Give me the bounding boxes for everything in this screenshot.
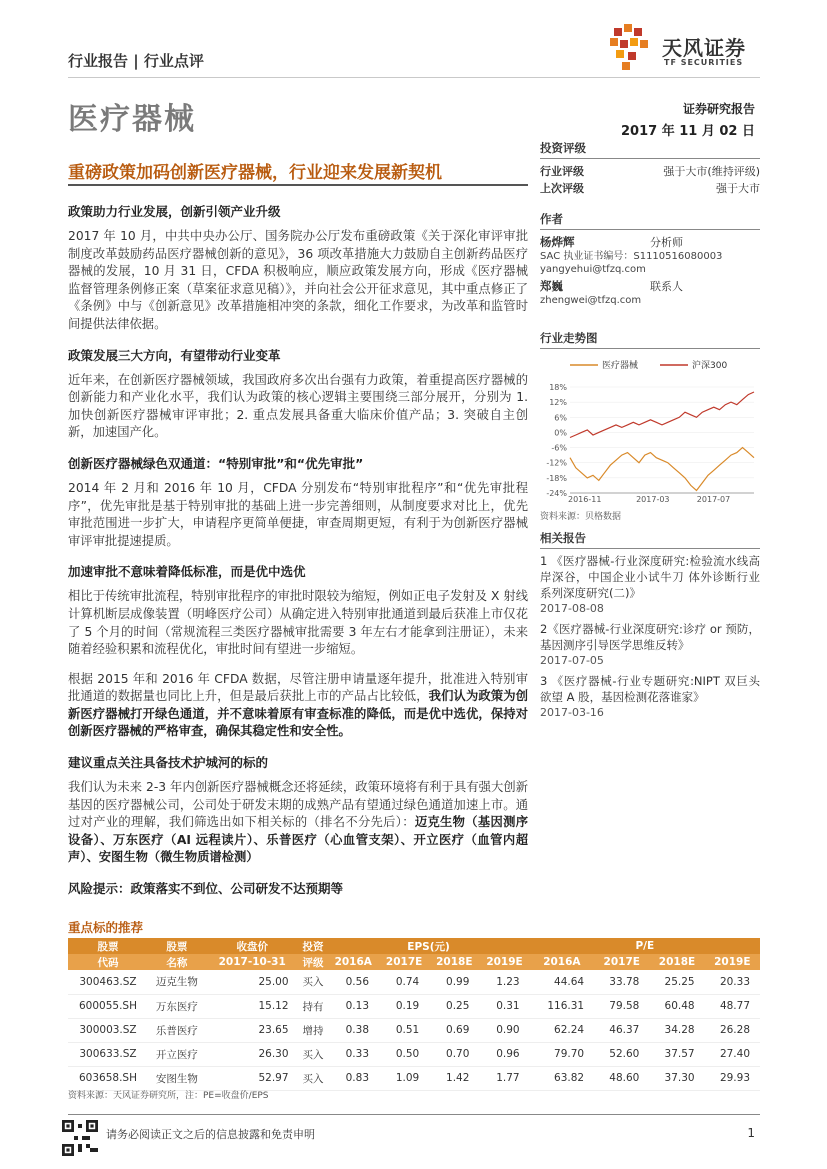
table-subheader: 代码 — [68, 954, 148, 970]
table-cell: 1.09 — [379, 1066, 429, 1090]
title-divider — [68, 184, 528, 186]
y-tick-label: 18% — [549, 383, 567, 392]
table-cell: 62.24 — [530, 1018, 594, 1042]
related-item-text[interactable]: 2《医疗器械-行业深度研究:诊疗 or 预防，基因测序引导医学思维反转》 — [540, 622, 760, 652]
table-cell: 乐普医疗 — [148, 1018, 206, 1042]
table-cell: 万东医疗 — [148, 994, 206, 1018]
table-cell: 33.78 — [594, 970, 649, 994]
table-header: 股票 — [68, 938, 148, 954]
footer-divider — [68, 1114, 760, 1115]
table-cell: 0.33 — [327, 1042, 379, 1066]
table-cell: 买入 — [299, 970, 328, 994]
table-title: 重点标的推荐 — [68, 920, 144, 935]
rating-title: 投资评级 — [540, 140, 760, 159]
section-head: 政策发展三大方向，有望带动行业变革 — [68, 347, 281, 363]
table-cell: 0.56 — [327, 970, 379, 994]
table-subheader: 2019E — [705, 954, 760, 970]
paragraph: 2017 年 10 月，中共中央办公厅、国务院办公厅发布重磅政策《关于深化审评审批制度改革鼓励药品医疗器械创新的意见》，36 项改革措施大力鼓励自主创新药品医疗器械的发展，10 月 31 日，CFDA 积极响应，顺应政策发展方向，形成《医疗器械监督管理条例修正案（草案征求意见稿）》，并向社会公开征求意见，其中重点修正了《条例》中与《创新意见》改革措施相冲突的条款，细化工作要求，为改革和监管时间提供法律依据。 — [68, 229, 528, 331]
author-2 — [540, 278, 760, 307]
table-cell: 34.28 — [649, 1018, 704, 1042]
y-tick-label: -6% — [551, 443, 567, 453]
tf-securities-logo — [606, 22, 766, 72]
table-cell: 0.90 — [479, 1018, 529, 1042]
related-item-text[interactable]: 1 《医疗器械-行业深度研究:检验流水线高岸深谷，中国企业小试牛刀 体外诊断行业系列深度研究(二)》 — [540, 554, 760, 600]
author-email[interactable]: zhengwei@tfzq.com — [540, 295, 642, 306]
table-header: EPS(元) — [327, 938, 529, 954]
author-sac: SAC 执业证书编号：S1110516080003 — [540, 251, 723, 262]
table-cell: 23.65 — [206, 1018, 299, 1042]
section-recommend — [68, 753, 528, 897]
report-category: 行业报告 | 行业点评 — [68, 52, 204, 70]
table-subheader: 2017E — [594, 954, 649, 970]
related-item[interactable] — [540, 553, 760, 617]
section-head: 创新医疗器械绿色双通道：“特别审批”和“优先审批” — [68, 455, 364, 471]
table-cell: 1.77 — [479, 1066, 529, 1090]
qr-code-icon[interactable] — [62, 1120, 98, 1156]
logo-mark-icon — [606, 22, 660, 72]
table-header: 股票 — [148, 938, 206, 954]
table-cell: 603658.SH — [68, 1066, 148, 1090]
header-divider — [68, 77, 760, 78]
table-subheader: 2016A — [327, 954, 379, 970]
table-cell: 300463.SZ — [68, 970, 148, 994]
table-cell: 0.70 — [429, 1042, 479, 1066]
y-tick-label: -12% — [546, 458, 567, 468]
table-cell: 60.48 — [649, 994, 704, 1018]
table-cell: 0.96 — [479, 1042, 529, 1066]
table-head-row-1 — [68, 938, 760, 954]
table-cell: 79.70 — [530, 1042, 594, 1066]
table-cell: 46.37 — [594, 1018, 649, 1042]
table-cell: 29.93 — [705, 1066, 760, 1090]
paragraph-emphasis: 我们认为政策为创新医疗器械打开绿色通道，并不意味着原有审查标准的降低，而是优中选优，保持对创新医疗器械的严格审查，确保其稳定性和安全性。 — [68, 689, 528, 739]
series-line-1 — [570, 392, 754, 438]
table-cell: 25.25 — [649, 970, 704, 994]
table-subheader: 2019E — [479, 954, 529, 970]
related-item-text[interactable]: 3 《医疗器械-行业专题研究:NIPT 双巨头欲望 A 股，基因检测花落谁家》 — [540, 674, 760, 704]
table-cell: 26.28 — [705, 1018, 760, 1042]
logo-text-cn: 天风证券 — [662, 36, 746, 60]
table-cell: 买入 — [299, 1042, 328, 1066]
table-subheader: 名称 — [148, 954, 206, 970]
footer-disclaimer[interactable]: 请务必阅读正文之后的信息披露和免责申明 — [106, 1128, 315, 1141]
author-email[interactable]: yangyehui@tfzq.com — [540, 264, 646, 275]
section-head: 加速审批不意味着降低标准，而是优中选优 — [68, 564, 306, 580]
industry-rating-row — [540, 163, 760, 180]
section-head: 政策助力行业发展，创新引领产业升级 — [68, 204, 281, 219]
related-item-date: 2017-07-05 — [540, 654, 604, 667]
y-tick-label: 6% — [554, 413, 567, 423]
table-cell: 26.30 — [206, 1042, 299, 1066]
table-cell: 52.97 — [206, 1066, 299, 1090]
table-header: 投资 — [299, 938, 328, 954]
table-cell: 0.69 — [429, 1018, 479, 1042]
sector-title: 医疗器械 — [68, 102, 196, 137]
report-body — [68, 202, 528, 905]
rating-value: 强于大市(维持评级) — [663, 165, 760, 178]
author-title: 作者 — [540, 211, 760, 230]
table-head-row-2 — [68, 954, 760, 970]
report-date: 2017 年 11 月 02 日 — [621, 124, 755, 139]
table-cell: 迈克生物 — [148, 970, 206, 994]
table-cell: 0.19 — [379, 994, 429, 1018]
sidebar — [540, 140, 760, 307]
section-policy — [68, 202, 528, 334]
table-cell: 63.82 — [530, 1066, 594, 1090]
paragraph — [68, 779, 528, 867]
table-subheader: 评级 — [299, 954, 328, 970]
stocks-table — [68, 938, 760, 1091]
report-type: 证券研究报告 — [682, 102, 755, 116]
table-cell: 安图生物 — [148, 1066, 206, 1090]
table-source: 资料来源：天风证券研究所，注：PE=收盘价/EPS — [68, 1091, 269, 1101]
related-item[interactable] — [540, 621, 760, 669]
section-green-channel — [68, 454, 528, 550]
table-header: 收盘价 — [206, 938, 299, 954]
x-tick-label: 2017-07 — [696, 495, 731, 503]
related-item-date: 2017-08-08 — [540, 602, 604, 615]
section-approval — [68, 562, 528, 741]
table-subheader: 2017-10-31 — [206, 954, 299, 970]
table-cell: 25.00 — [206, 970, 299, 994]
table-cell: 持有 — [299, 994, 328, 1018]
table-cell: 37.30 — [649, 1066, 704, 1090]
table-cell: 27.40 — [705, 1042, 760, 1066]
paragraph-emphasis: 迈克生物（基因测序设备）、万东医疗（AI 远程读片）、乐普医疗（心血管支架）、开立医疗（血管内超声）、安图生物（微生物质谱检测） — [68, 815, 528, 865]
paragraph-text: 我们认为未来 2-3 年内创新医疗器械概念还将延续，政策环境将有利于具有强大创新基因的医疗器械公司，公司处于研发末期的成熟产品有望通过绿色通道加速上市。通过对产业的理解，我们筛选出如下相关标的（排名不分先后）： — [68, 780, 528, 830]
related-reports — [540, 530, 760, 725]
table-row — [68, 970, 760, 994]
table-subheader: 2018E — [429, 954, 479, 970]
table-cell: 0.50 — [379, 1042, 429, 1066]
report-title: 重磅政策加码创新医疗器械，行业迎来发展新契机 — [68, 163, 442, 183]
table-row — [68, 1018, 760, 1042]
table-cell: 开立医疗 — [148, 1042, 206, 1066]
y-tick-label: 0% — [554, 428, 567, 438]
table-cell: 0.83 — [327, 1066, 379, 1090]
paragraph — [68, 671, 528, 741]
related-item-date: 2017-03-16 — [540, 706, 604, 719]
table-cell: 44.64 — [530, 970, 594, 994]
author-name: 郑巍 — [540, 279, 563, 293]
author-name: 杨烨辉 — [540, 235, 575, 249]
related-item[interactable] — [540, 673, 760, 721]
trend-chart-svg — [540, 353, 760, 503]
table-cell: 0.51 — [379, 1018, 429, 1042]
table-cell: 600055.SH — [68, 994, 148, 1018]
table-row — [68, 994, 760, 1018]
table-cell: 48.77 — [705, 994, 760, 1018]
x-tick-label: 2017-03 — [636, 495, 670, 503]
trend-chart — [540, 330, 760, 522]
paragraph: 近年来，在创新医疗器械领域，我国政府多次出台强有力政策，着重提高医疗器械的创新能力和产业化水平，我们认为政策的核心逻辑主要围绕三部分展开，分别为 1. 加快创新医疗器械审评审批；2. 重点发展具备重大临床价值产品；3. 突破自主创新，加速国产化。 — [68, 372, 528, 440]
table-cell: 0.99 — [429, 970, 479, 994]
prev-rating-value: 强于大市 — [716, 182, 760, 195]
chart-title: 行业走势图 — [540, 330, 760, 349]
x-tick-label: 2016-11 — [568, 495, 602, 503]
table-cell: 增持 — [299, 1018, 328, 1042]
table-cell: 300003.SZ — [68, 1018, 148, 1042]
table-cell: 300633.SZ — [68, 1042, 148, 1066]
table-cell: 0.25 — [429, 994, 479, 1018]
author-role: 联系人 — [650, 280, 683, 293]
table-cell: 0.31 — [479, 994, 529, 1018]
logo-text-en: TF SECURITIES — [664, 58, 744, 67]
section-directions — [68, 346, 528, 442]
table-header: P/E — [530, 938, 760, 954]
author-1 — [540, 234, 760, 276]
y-tick-label: -18% — [546, 473, 567, 483]
table-subheader: 2018E — [649, 954, 704, 970]
related-title: 相关报告 — [540, 530, 760, 549]
page-number: 1 — [747, 1126, 755, 1140]
prev-rating-label: 上次评级 — [540, 182, 584, 195]
legend-label-0: 医疗器械 — [602, 361, 639, 371]
risk-warning: 风险提示：政策落实不到位、公司研发不达预期等 — [68, 881, 344, 897]
table-subheader: 2017E — [379, 954, 429, 970]
author-role: 分析师 — [650, 236, 683, 249]
paragraph-text: 根据 2015 年和 2016 年 CFDA 数据，尽管注册申请量逐年提升，批准进入特别审批通道的数据量也同比上升，但是最后获批上市的产品占比较低， — [68, 671, 528, 704]
table-row — [68, 1066, 760, 1090]
section-head: 建议重点关注具备技术护城河的标的 — [68, 755, 269, 771]
paragraph: 相比于传统审批流程，特别审批程序的审批时限较为缩短，例如正电子发射及 X 射线计算机断层成像装置（明峰医疗公司）从确定进入特别审批通道到最后获准上市仅花了 5 个月的时间（常规流程三类医疗器械审批需要 3 年左右才能拿到注册证），未来随着经验积累和流程优化，审批时间有望进一步缩短。 — [68, 589, 528, 657]
legend-label-1: 沪深300 — [692, 361, 728, 371]
series-line-0 — [570, 448, 754, 491]
table-cell: 买入 — [299, 1066, 328, 1090]
table-cell: 37.57 — [649, 1042, 704, 1066]
y-tick-label: -24% — [546, 489, 567, 498]
table-cell: 48.60 — [594, 1066, 649, 1090]
table-cell: 116.31 — [530, 994, 594, 1018]
table-subheader: 2016A — [530, 954, 594, 970]
prev-rating-row — [540, 180, 760, 197]
y-tick-label: 12% — [549, 398, 567, 408]
paragraph: 2014 年 2 月和 2016 年 10 月，CFDA 分别发布“特别审批程序”和“优先审批程序”，优先审批是基于特别审批的基础上进一步完善细则，从制度要求对比上，优先审批范围进一步扩大，申请程序更简单便捷，审查周期更短，有利于为创新医疗器械审评审批提速提质。 — [68, 480, 528, 548]
table-row — [68, 1042, 760, 1066]
table-cell: 0.13 — [327, 994, 379, 1018]
table-cell: 1.42 — [429, 1066, 479, 1090]
rating-label: 行业评级 — [540, 165, 584, 178]
table-cell: 79.58 — [594, 994, 649, 1018]
table-cell: 15.12 — [206, 994, 299, 1018]
chart-source: 资料来源：贝格数据 — [540, 512, 622, 522]
table-cell: 1.23 — [479, 970, 529, 994]
table-cell: 0.74 — [379, 970, 429, 994]
table-cell: 20.33 — [705, 970, 760, 994]
table-cell: 52.60 — [594, 1042, 649, 1066]
table-cell: 0.38 — [327, 1018, 379, 1042]
